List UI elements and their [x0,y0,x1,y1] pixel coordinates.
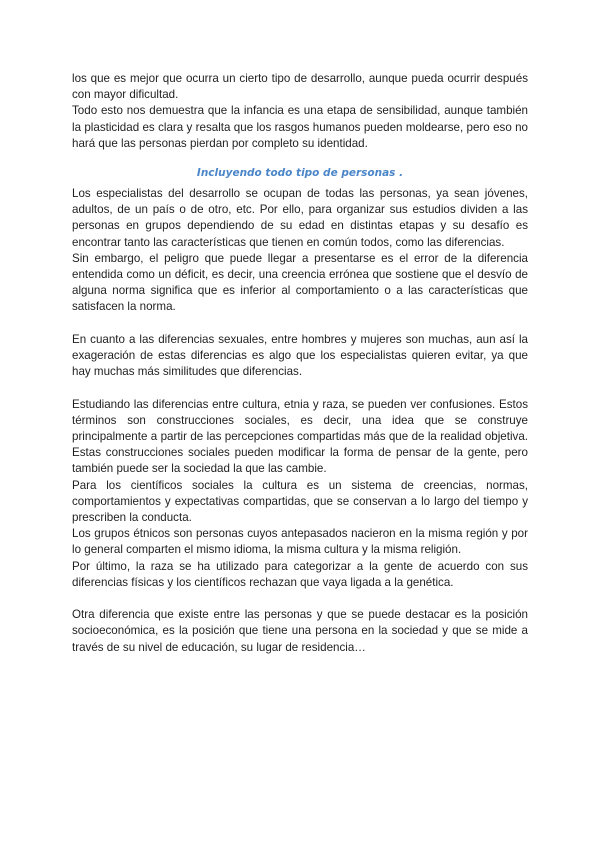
paragraph: Para los científicos sociales la cultura es un sistema de creencias, normas, comportamientos y expectativas compartidas, que se conservan a lo largo del tiempo y prescriben la conducta. [72,478,528,525]
paragraph: los que es mejor que ocurra un cierto tipo de desarrollo, aunque pueda ocurrir después con mayor dificultad. [72,72,528,102]
paragraph: Todo esto nos demuestra que la infancia es una etapa de sensibilidad, aunque también la plasticidad es clara y resalta que los rasgos humanos pueden moldearse, pero eso no hará que las personas pierdan por completo su identidad. [72,104,528,150]
paragraph-spacer [72,316,528,332]
paragraph: Estudiando las diferencias entre cultura, etnia y raza, se pueden ver confusiones. Estos términos son construcciones sociales, es decir, una idea que se construye principalmente a partir de las percepciones compartidas más que de la realidad objetiva. Estas construcciones sociales pueden modificar la forma de pensar de la gente, pero también puede ser la sociedad la que las cambie. [72,397,528,476]
document-page [72,71,528,656]
paragraph: Por último, la raza se ha utilizado para categorizar a la gente de acuerdo con sus diferencias físicas y los científicos rechazan que vaya ligada a la genética. [72,559,528,589]
paragraph: En cuanto a las diferencias sexuales, entre hombres y mujeres son muchas, aun así la exageración de estas diferencias es algo que los especialistas quieren evitar, ya que hay muchas más similitudes que diferencias. [72,332,528,379]
paragraph-spacer [72,380,528,396]
paragraph: Otra diferencia que existe entre las personas y que se puede destacar es la posición socioeconómica, es la posición que tiene una persona en la sociedad y que se mide a través de su nivel de educación, su lugar de residencia… [72,608,528,654]
paragraph: Los especialistas del desarrollo se ocupan de todas las personas, ya sean jóvenes, adultos, de un país o de otro, etc. Por ello, para organizar sus estudios dividen a las personas en grupos dependiendo de su edad en distintas etapas y su desafío es encontrar tanto las características que tienen en común todos, como las diferencias. [72,187,528,249]
paragraph: Sin embargo, el peligro que puede llegar a presentarse es el error de la diferencia entendida como un déficit, es decir, una creencia errónea que sostiene que el desvío de alguna norma significa que es inferior al comportamiento o a las características que satisfacen la norma. [72,251,528,314]
section-heading: Incluyendo todo tipo de personas . [196,167,404,180]
paragraph: Los grupos étnicos son personas cuyos antepasados nacieron en la misma región y por lo general comparten el mismo idioma, la misma cultura y la misma religión. [72,527,528,557]
paragraph-spacer [72,591,528,607]
